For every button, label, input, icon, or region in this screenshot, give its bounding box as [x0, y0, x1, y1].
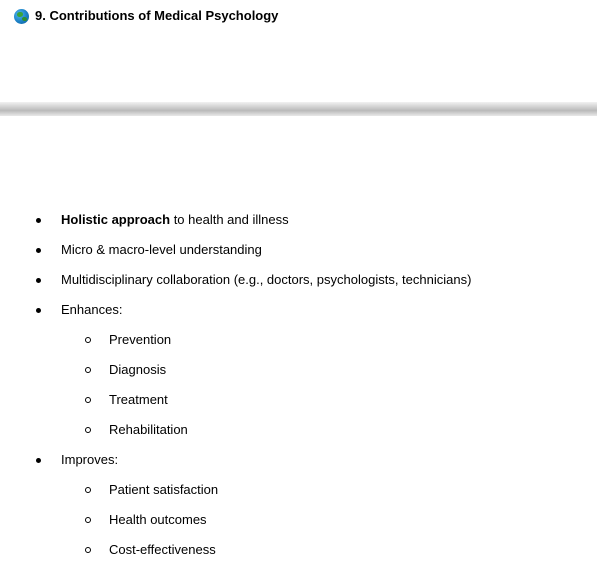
bullet-icon [36, 308, 41, 313]
sublist-item-diagnosis [0, 355, 597, 385]
sublist-item-patient-satisfaction [0, 475, 597, 505]
list-item-enhances [0, 295, 597, 325]
sublist-item-text: Health outcomes [109, 512, 207, 527]
sublist-item-cost-effectiveness [0, 535, 597, 565]
list-item-micro-macro [0, 235, 597, 265]
list-item-text: Improves: [61, 452, 119, 467]
sublist-item-health-outcomes [0, 505, 597, 535]
sublist-item-prevention [0, 325, 597, 355]
list-item-improves [0, 445, 597, 475]
list-item-text: Enhances: [61, 302, 123, 317]
list-item-text: Multidisciplinary collaboration (e.g., doctors, psychologists, technicians) [61, 272, 472, 287]
sublist-item-text: Treatment [109, 392, 168, 407]
list-item-text: Micro & macro-level understanding [61, 242, 262, 257]
section-title: 9. Contributions of Medical Psychology [35, 8, 279, 23]
list-item-multidisciplinary [0, 265, 597, 295]
sublist-item-treatment [0, 385, 597, 415]
globe-icon [14, 9, 29, 24]
sublist-item-text: Rehabilitation [109, 422, 188, 437]
sublist-item-rehabilitation [0, 415, 597, 445]
bullet-icon [36, 248, 41, 253]
sublist-item-text: Diagnosis [109, 362, 167, 377]
page-break-divider [0, 102, 597, 116]
contributions-list [0, 205, 597, 565]
bullet-icon [36, 458, 41, 463]
circle-bullet-icon [85, 337, 91, 343]
bullet-icon [36, 218, 41, 223]
holistic-approach-rest: to health and illness [170, 212, 289, 227]
holistic-approach-bold: Holistic approach [61, 212, 171, 227]
circle-bullet-icon [85, 367, 91, 373]
circle-bullet-icon [85, 517, 91, 523]
circle-bullet-icon [85, 487, 91, 493]
list-item-text [61, 205, 289, 235]
circle-bullet-icon [85, 547, 91, 553]
circle-bullet-icon [85, 397, 91, 403]
sublist-item-text: Cost-effectiveness [109, 542, 216, 557]
circle-bullet-icon [85, 427, 91, 433]
bullet-icon [36, 278, 41, 283]
list-item-holistic-approach [0, 205, 597, 235]
sublist-item-text: Patient satisfaction [109, 482, 219, 497]
sublist-item-text: Prevention [109, 332, 172, 347]
section-heading [14, 6, 278, 26]
